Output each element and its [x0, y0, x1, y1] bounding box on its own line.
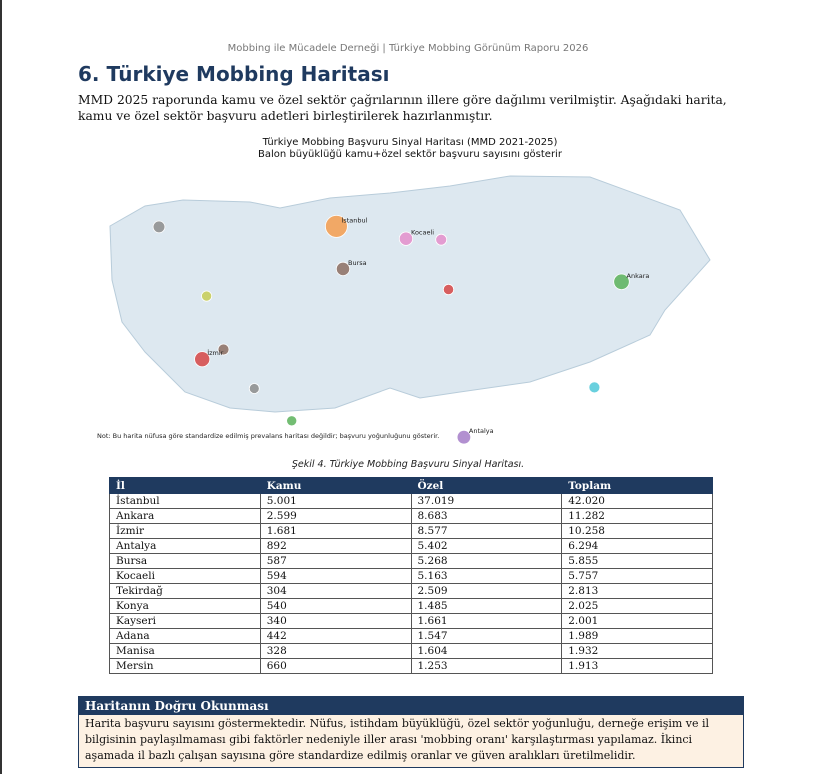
intro-paragraph: MMD 2025 raporunda kamu ve özel sektör çağrılarının illere göre dağılımı verilmiştir. Aşağıdaki harita, kamu ve özel sektör başvuru adetleri birleştirilerek hazırlanmıştır. [78, 93, 727, 123]
header-private: Özel [411, 478, 562, 494]
map-point-2 [436, 234, 447, 245]
cell-total: 2.001 [562, 614, 713, 629]
map-label-kocaeli: Kocaeli [411, 228, 435, 237]
table-row [110, 524, 713, 539]
cell-province: Kayseri [110, 614, 261, 629]
cell-public: 340 [260, 614, 411, 629]
cell-province: Manisa [110, 644, 261, 659]
map-point-7 [202, 291, 212, 301]
cell-province: Ankara [110, 509, 261, 524]
cell-public: 5.001 [260, 494, 411, 509]
header-total: Toplam [562, 478, 713, 494]
cell-total: 2.025 [562, 599, 713, 614]
table-row [110, 644, 713, 659]
cell-province: İzmir [110, 524, 261, 539]
cell-total: 11.282 [562, 509, 713, 524]
cell-province: Tekirdağ [110, 584, 261, 599]
cell-total: 42.020 [562, 494, 713, 509]
reading-guide-box [78, 696, 744, 768]
map-title: Türkiye Mobbing Başvuru Sinyal Haritası (MMD 2021-2025) [262, 137, 558, 148]
cell-total: 5.757 [562, 569, 713, 584]
cell-public: 660 [260, 659, 411, 674]
cell-private: 8.577 [411, 524, 562, 539]
map-point-14 [287, 416, 297, 426]
cell-private: 1.547 [411, 629, 562, 644]
table-row [110, 539, 713, 554]
table-row [110, 554, 713, 569]
cell-province: Mersin [110, 659, 261, 674]
table-row [110, 599, 713, 614]
cell-total: 1.989 [562, 629, 713, 644]
cell-private: 1.253 [411, 659, 562, 674]
map-point-12 [249, 384, 259, 394]
cell-total: 1.932 [562, 644, 713, 659]
cell-private: 5.402 [411, 539, 562, 554]
running-header: Mobbing ile Mücadele Derneği | Türkiye Mobbing Görünüm Raporu 2026 [227, 43, 589, 54]
map-note: Not: Bu harita nüfusa göre standardize edilmiş prevalans haritası değildir; başvuru yoğunluğunu gösterir. [97, 432, 440, 440]
cell-province: Antalya [110, 539, 261, 554]
cell-private: 2.509 [411, 584, 562, 599]
cell-public: 442 [260, 629, 411, 644]
page-edge-rule [0, 0, 2, 774]
map-label-i̇zmir: İzmir [207, 349, 224, 358]
table-row [110, 659, 713, 674]
table-header-row [110, 478, 713, 494]
figure-caption: Şekil 4. Türkiye Mobbing Başvuru Sinyal Haritası. [291, 459, 525, 470]
cell-public: 587 [260, 554, 411, 569]
reading-guide-title: Haritanın Doğru Okunması [79, 697, 743, 715]
table-row [110, 569, 713, 584]
mobbing-signal-map [90, 130, 730, 450]
cell-private: 5.268 [411, 554, 562, 569]
cell-total: 10.258 [562, 524, 713, 539]
cell-public: 328 [260, 644, 411, 659]
map-subtitle: Balon büyüklüğü kamu+özel sektör başvuru sayısını gösterir [258, 149, 562, 160]
cell-private: 1.661 [411, 614, 562, 629]
cell-public: 594 [260, 569, 411, 584]
map-label-ankara: Ankara [626, 271, 650, 280]
cell-public: 540 [260, 599, 411, 614]
table-row [110, 629, 713, 644]
cell-total: 1.913 [562, 659, 713, 674]
cell-private: 8.683 [411, 509, 562, 524]
cell-province: Adana [110, 629, 261, 644]
cell-province: Konya [110, 599, 261, 614]
cell-total: 6.294 [562, 539, 713, 554]
cell-private: 1.604 [411, 644, 562, 659]
cell-public: 892 [260, 539, 411, 554]
table-row [110, 509, 713, 524]
map-point-13 [589, 382, 600, 393]
cell-private: 5.163 [411, 569, 562, 584]
cell-total: 2.813 [562, 584, 713, 599]
table-row [110, 614, 713, 629]
cell-public: 2.599 [260, 509, 411, 524]
table-row [110, 494, 713, 509]
turkey-outline [110, 176, 710, 412]
map-point-3 [153, 221, 165, 233]
province-table [109, 477, 713, 674]
map-point-6 [443, 284, 453, 294]
cell-private: 1.485 [411, 599, 562, 614]
cell-total: 5.855 [562, 554, 713, 569]
reading-guide-body: Harita başvuru sayısını göstermektedir. Nüfus, istihdam büyüklüğü, özel sektör yoğunluğu, derneğe erişim ve il bilgisinin paylaşılmaması gibi faktörler nedeniyle iller arası 'mobbing oranı' karşılaştırması yapılamaz. İkinci aşamada il bazlı çalışan sayısına göre standardize edilmiş oranlar ve güven aralıkları üretilmelidir. [79, 715, 743, 767]
cell-province: Kocaeli [110, 569, 261, 584]
table-row [110, 584, 713, 599]
map-label-i̇stanbul: İstanbul [341, 216, 368, 225]
cell-public: 304 [260, 584, 411, 599]
cell-public: 1.681 [260, 524, 411, 539]
header-province: İl [110, 478, 261, 494]
cell-province: Bursa [110, 554, 261, 569]
map-label-antalya: Antalya [468, 427, 494, 436]
map-label-bursa: Bursa [348, 258, 367, 267]
cell-private: 37.019 [411, 494, 562, 509]
section-title: 6. Türkiye Mobbing Haritası [78, 62, 390, 86]
cell-province: İstanbul [110, 494, 261, 509]
header-public: Kamu [260, 478, 411, 494]
